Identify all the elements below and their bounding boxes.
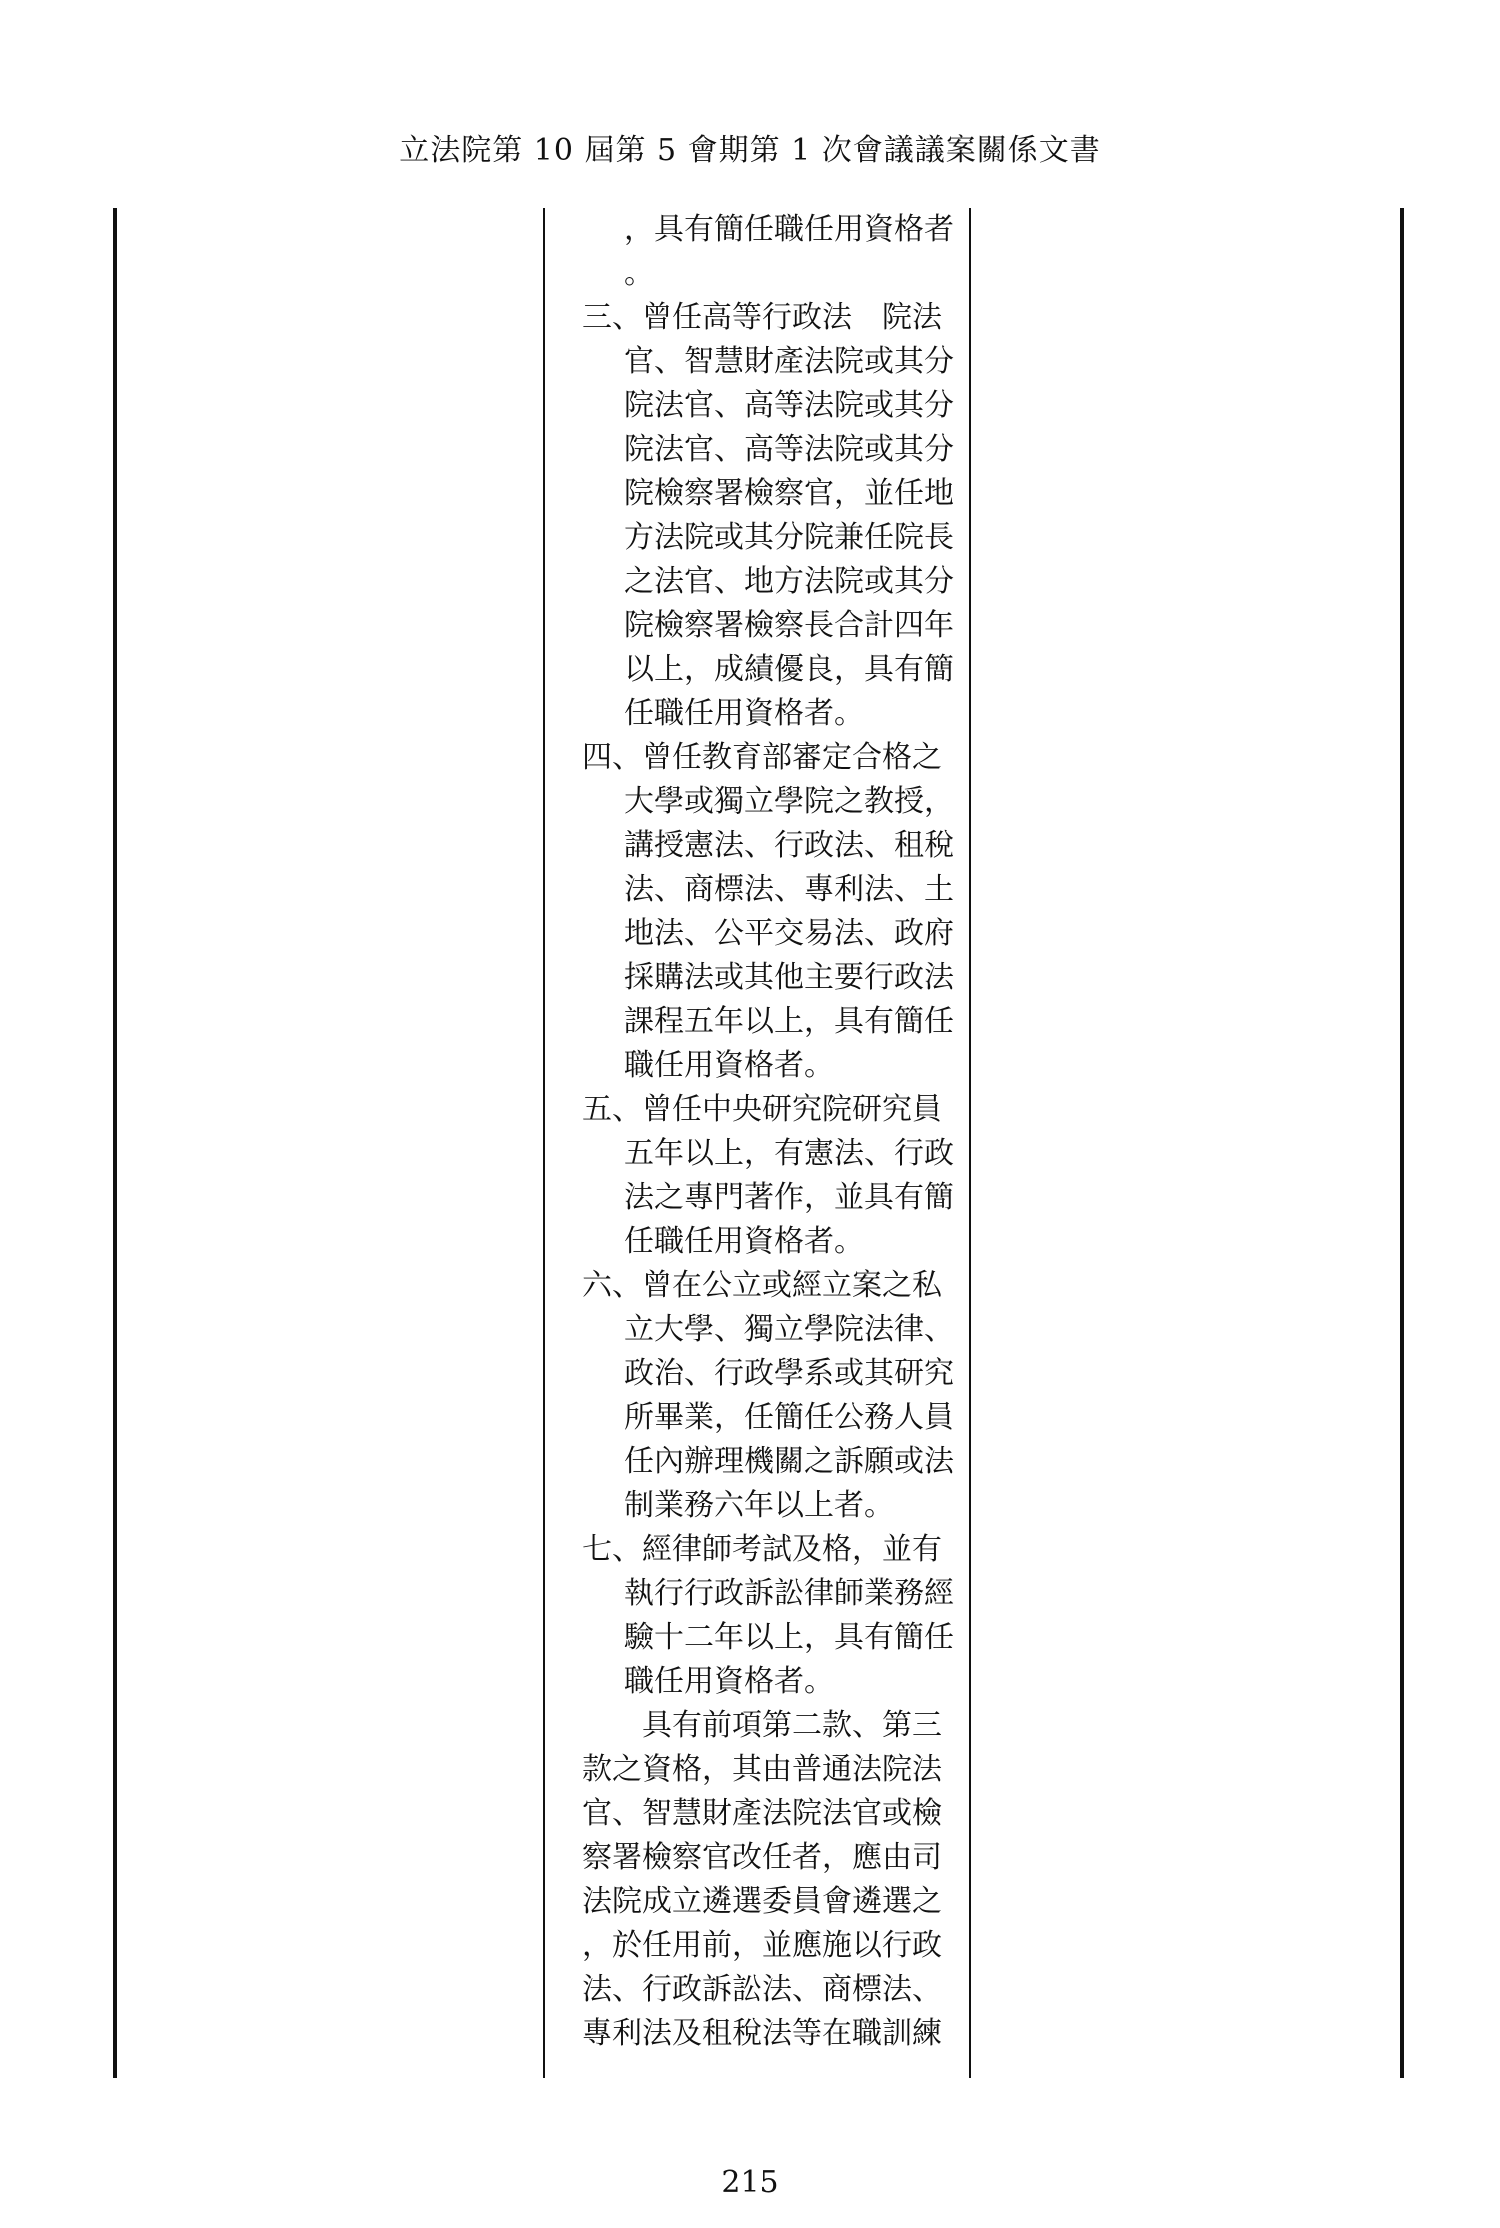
text-line: 法、行政訴訟法、商標法、 <box>582 1972 942 2007</box>
text-line: 講授憲法、行政法、租稅 <box>624 828 954 863</box>
page-number: 215 <box>721 2165 779 2200</box>
text-line: 官、智慧財產法院法官或檢 <box>582 1796 942 1831</box>
text-line: 。 <box>624 256 654 291</box>
text-line: 任內辦理機關之訴願或法 <box>624 1444 954 1479</box>
text-line: ，具有簡任職任用資格者 <box>624 212 954 247</box>
text-line: 法院成立遴選委員會遴選之 <box>582 1884 942 1919</box>
table-column-divider-1 <box>543 208 545 2078</box>
text-line: 職任用資格者。 <box>624 1664 834 1699</box>
table-right-border <box>1400 208 1404 2078</box>
text-line: 院檢察署檢察官，並任地 <box>624 476 954 511</box>
text-line: 政治、行政學系或其研究 <box>624 1356 954 1391</box>
text-line: 所畢業，任簡任公務人員 <box>624 1400 954 1435</box>
text-line: 課程五年以上，具有簡任 <box>624 1004 954 1039</box>
text-line: 三、曾任高等行政法 院法 <box>582 300 942 335</box>
text-line: 院檢察署檢察長合計四年 <box>624 608 954 643</box>
text-line: 職任用資格者。 <box>624 1048 834 1083</box>
document-header-title: 立法院第 10 屆第 5 會期第 1 次會議議案關係文書 <box>399 133 1101 168</box>
text-line: 方法院或其分院兼任院長 <box>624 520 954 555</box>
text-line: 法之專門著作，並具有簡 <box>624 1180 954 1215</box>
text-line: 專利法及租稅法等在職訓練 <box>582 2016 942 2051</box>
text-line: 執行行政訴訟律師業務經 <box>624 1576 954 1611</box>
text-line: 任職任用資格者。 <box>624 1224 864 1259</box>
text-line: 法、商標法、專利法、土 <box>624 872 954 907</box>
text-line: 四、曾任教育部審定合格之 <box>582 740 942 775</box>
text-line: 六、曾在公立或經立案之私 <box>582 1268 942 1303</box>
text-line: 款之資格，其由普通法院法 <box>582 1752 942 1787</box>
text-line: 立大學、獨立學院法律、 <box>624 1312 954 1347</box>
text-line: 官、智慧財產法院或其分 <box>624 344 954 379</box>
text-line: 七、經律師考試及格，並有 <box>582 1532 942 1567</box>
text-line: 制業務六年以上者。 <box>624 1488 894 1523</box>
text-line: 採購法或其他主要行政法 <box>624 960 954 995</box>
table-left-border <box>113 208 117 2078</box>
text-line: 驗十二年以上，具有簡任 <box>624 1620 954 1655</box>
text-line: 地法、公平交易法、政府 <box>624 916 954 951</box>
text-line: ，於任用前，並應施以行政 <box>582 1928 942 1963</box>
text-line: 之法官、地方法院或其分 <box>624 564 954 599</box>
text-line: 察署檢察官改任者，應由司 <box>582 1840 942 1875</box>
text-line: 五年以上，有憲法、行政 <box>624 1136 954 1171</box>
table-column-divider-2 <box>969 208 971 2078</box>
text-line: 大學或獨立學院之教授， <box>624 784 954 819</box>
text-line: 院法官、高等法院或其分 <box>624 432 954 467</box>
middle-column-text <box>582 208 952 2056</box>
text-line: 任職任用資格者。 <box>624 696 864 731</box>
text-line: 五、曾任中央研究院研究員 <box>582 1092 942 1127</box>
text-line: 院法官、高等法院或其分 <box>624 388 954 423</box>
text-line: 具有前項第二款、第三 <box>642 1708 942 1743</box>
text-line: 以上，成績優良，具有簡 <box>624 652 954 687</box>
